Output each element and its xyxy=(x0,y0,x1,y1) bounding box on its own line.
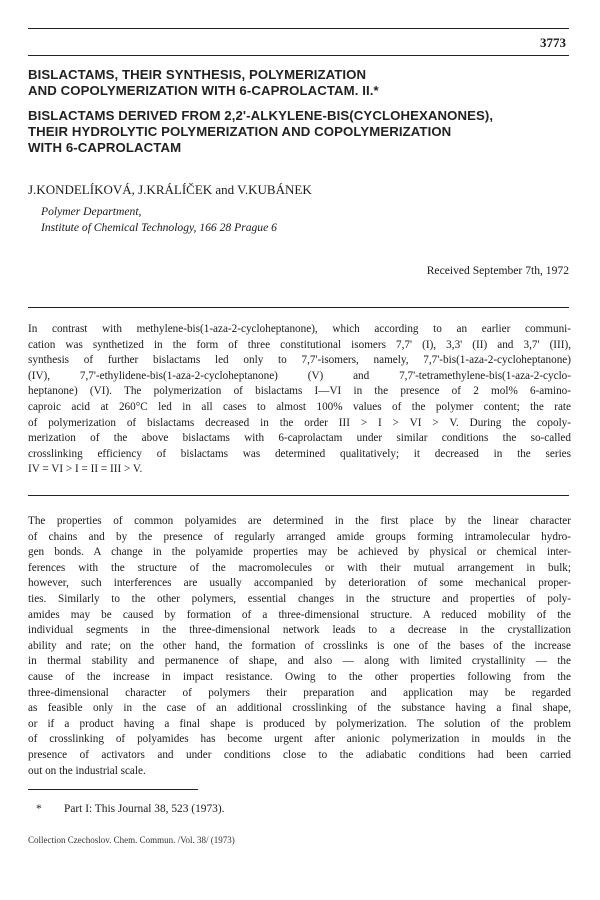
authors: J.KONDELÍKOVÁ, J.KRÁLÍČEK and V.KUBÁNEK xyxy=(28,182,312,197)
affiliation-institute: Institute of Chemical Technology, 166 28 Prague 6 xyxy=(41,221,277,234)
title-line: BISLACTAMS DERIVED FROM 2,2'-ALKYLENE-BIS(CYCLOHEXANONES), xyxy=(28,108,494,123)
body-line: in thermal stability and permanence of shape, and also — along with limited crystallinity — the xyxy=(28,655,571,668)
affiliation-department: Polymer Department, xyxy=(41,205,142,218)
footnote xyxy=(36,803,225,815)
body-text xyxy=(28,514,571,779)
abstract-line: of polymerization of bislactams decreased in the order III > I > VI > V. During the copoly- xyxy=(28,416,571,429)
body-line: gen bonds. A change in the polyamide properties may be achieved by physical or chemical inter- xyxy=(28,546,571,559)
abstract-line: (IV), 7,7'-ethylidene-bis(1-aza-2-cycloheptanone) (V) and 7,7'-tetramethylene-bis(1-aza-2-cyclo- xyxy=(28,369,571,382)
body-line: ability and rate; on the other hand, the formation of crosslinks is one of the bases of the increase xyxy=(28,639,571,652)
body-line: amides may be caused by formation of a three-dimensional structure. A reduced mobility of the xyxy=(28,608,571,621)
received-date: Received September 7th, 1972 xyxy=(426,264,569,277)
body-line: presence of activators and under conditions close to the adiabatic conditions had been carried xyxy=(28,748,571,761)
abstract-line: IV = VI > I = II = III > V. xyxy=(28,463,143,476)
body-line: of crosslinking of polyamides has become urgent after anionic polymerization in moulds in the xyxy=(28,733,571,746)
abstract-bottom-rule xyxy=(28,495,569,496)
body-line: out on the industrial scale. xyxy=(28,764,146,777)
body-line: or if a product having a final shape is produced by polymerization. The solution of the problem xyxy=(28,717,571,730)
abstract-line: crosslinking efficiency of bislactams was determined qualitatively; it decreased in the series xyxy=(28,447,571,460)
abstract-line: synthesis of further bislactams led only to 7,7'-isomers, namely, 7,7'-bis(1-aza-2-cycloheptanone) xyxy=(28,354,571,367)
body-line: three-dimensional character of polymers their preparation and application may be regarded xyxy=(28,686,571,699)
abstract-top-rule xyxy=(28,307,569,308)
abstract-line: heptanone) (VI). The polymerization of bislactams I—VI in the presence of 2 mol% 6-amino- xyxy=(28,385,571,398)
abstract-line: cation was synthetized in the form of three constitutional isomers 7,7' (I), 3,3' (II) and 3,7' (III), xyxy=(28,338,571,351)
footnote-rule xyxy=(28,789,198,790)
body-line: The properties of common polyamides are determined in the first place by the linear character xyxy=(28,515,571,527)
title-line: THEIR HYDROLYTIC POLYMERIZATION AND COPOLYMERIZATION xyxy=(28,123,452,139)
abstract-line: merization of the above bislactams with 6-caprolactam under similar conditions the so-called xyxy=(28,432,571,445)
page-number: 3773 xyxy=(540,35,566,50)
journal-footer: Collection Czechoslov. Chem. Commun. /Vol. 38/ (1973) xyxy=(28,835,235,845)
title-line: AND COPOLYMERIZATION WITH 6-CAPROLACTAM. II.* xyxy=(28,82,379,98)
article-title xyxy=(28,67,573,99)
body-line: of chains and by the presence of regularly arranged amide groups forming intramolecular hydro- xyxy=(28,530,571,543)
body-line: ties. Similarly to the other polymers, essential changes in the structure and properties of poly- xyxy=(28,592,571,605)
body-line: individual segments in the three-dimensional network leads to a decrease in the crystallization xyxy=(28,624,571,637)
abstract-line: caproic acid at 260°C led in all cases to almost 100% values of the polymer content; the rate xyxy=(28,400,571,413)
body-line: however, such interferences are usually accompanied by deterioration of some mechanical proper- xyxy=(28,577,571,590)
abstract-line: In contrast with methylene-bis(1-aza-2-cycloheptanone), which according to an earlier communi- xyxy=(28,323,571,335)
title-line: BISLACTAMS, THEIR SYNTHESIS, POLYMERIZATION xyxy=(28,67,367,82)
body-line: cause of the increase in impact resistance. Owing to the other properties following from the xyxy=(28,670,571,683)
abstract xyxy=(28,322,571,478)
article-subtitle xyxy=(28,108,573,155)
top-rule xyxy=(28,28,569,29)
header-rule xyxy=(28,55,569,56)
body-line: as feasible only in the case of an additional crosslinking of the substance having a final shape, xyxy=(28,702,571,715)
body-line: ferences with the structure of the macromolecules or with their mutual arrangement in bulk; xyxy=(28,561,571,574)
footnote-marker: * xyxy=(36,803,42,815)
footnote-text: Part I: This Journal 38, 523 (1973). xyxy=(64,803,225,815)
title-line: WITH 6-CAPROLACTAM xyxy=(28,139,182,155)
